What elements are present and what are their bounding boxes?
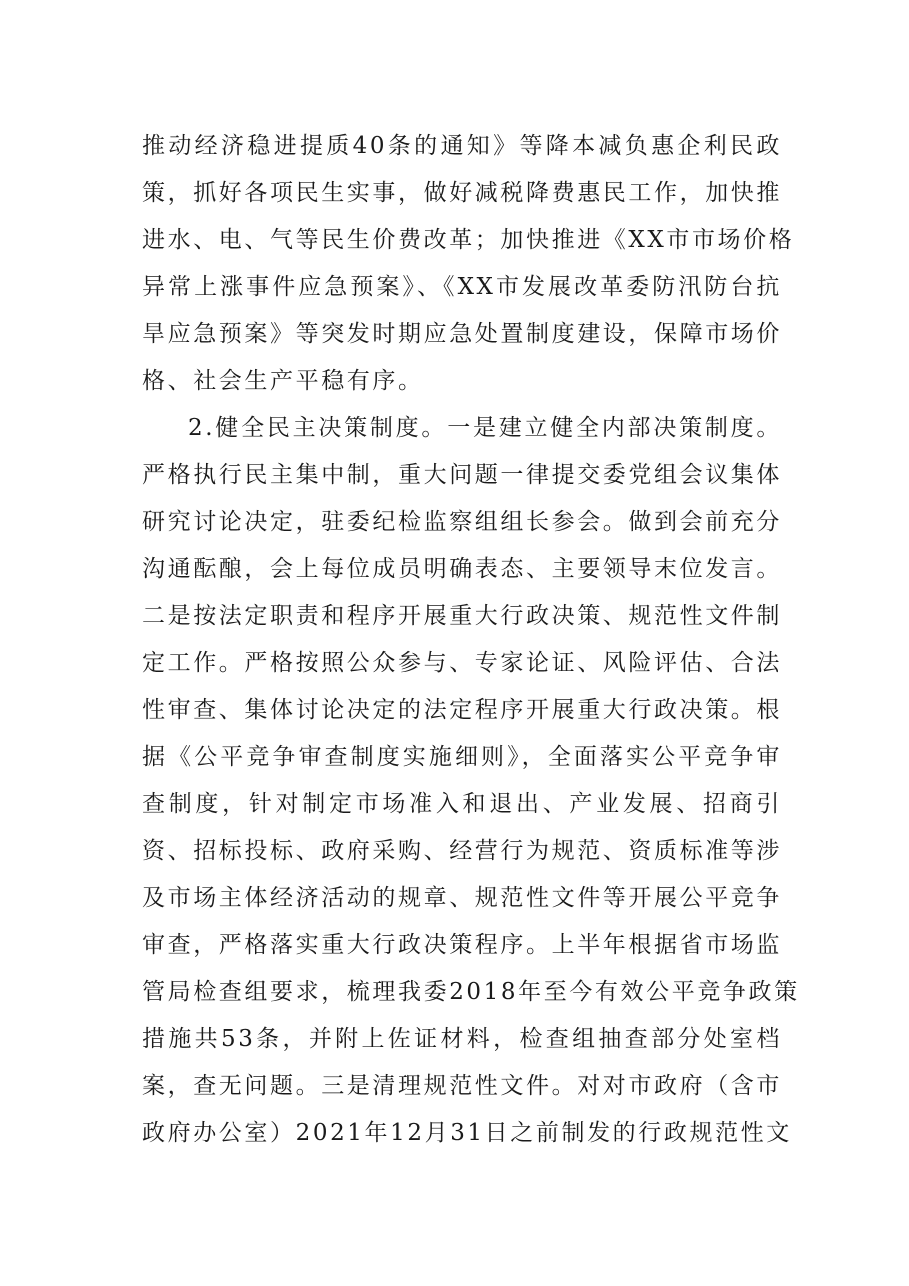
text-line: 旱应急预案》等突发时期应急处置制度建设，保障市场价 [142,321,782,347]
text-line: 进水、电、气等民生价费改革；加快推进《XX市市场价格 [142,227,795,253]
body-text [142,123,800,1157]
text-line: 异常上涨事件应急预案》、《XX市发展改革委防汛防台抗 [142,274,782,300]
text-line: 研究讨论决定，驻委纪检监察组组长参会。做到会前充分 [142,509,782,535]
text-line: 严格执行民主集中制，重大问题一律提交委党组会议集体 [142,462,782,488]
text-line: 定工作。严格按照公众参与、专家论证、风险评估、合法 [142,650,782,676]
text-line: 查制度，针对制定市场准入和退出、产业发展、招商引 [142,791,782,817]
text-line: 推动经济稳进提质40条的通知》等降本减负惠企利民政 [142,133,782,159]
text-line: 策，抓好各项民生实事，做好减税降费惠民工作，加快推 [142,180,782,206]
text-line: 审查，严格落实重大行政决策程序。上半年根据省市场监 [142,932,782,958]
text-line: 据《公平竞争审查制度实施细则》，全面落实公平竞争审 [142,744,782,770]
text-line: 措施共53条，并附上佐证材料，检查组抽查部分处室档 [142,1026,782,1052]
text-line: 政府办公室）2021年12月31日之前制发的行政规范性文 [142,1120,792,1146]
paragraph-end-line: 格、社会生产平稳有序。 [142,368,424,394]
text-line: 沟通酝酿，会上每位成员明确表态、主要领导末位发言。 [142,556,782,582]
text-line: 二是按法定职责和程序开展重大行政决策、规范性文件制 [142,603,782,629]
text-line: 案，查无问题。三是清理规范性文件。对对市政府（含市 [142,1073,782,1099]
section-heading-line: 2.健全民主决策制度。一是建立健全内部决策制度。 [188,415,782,441]
text-line: 及市场主体经济活动的规章、规范性文件等开展公平竞争 [142,885,782,911]
text-line: 资、招标投标、政府采购、经营行为规范、资质标准等涉 [142,838,782,864]
text-line: 性审查、集体讨论决定的法定程序开展重大行政决策。根 [142,697,782,723]
text-line: 管局检查组要求，梳理我委2018年至今有效公平竞争政策 [142,979,800,1005]
